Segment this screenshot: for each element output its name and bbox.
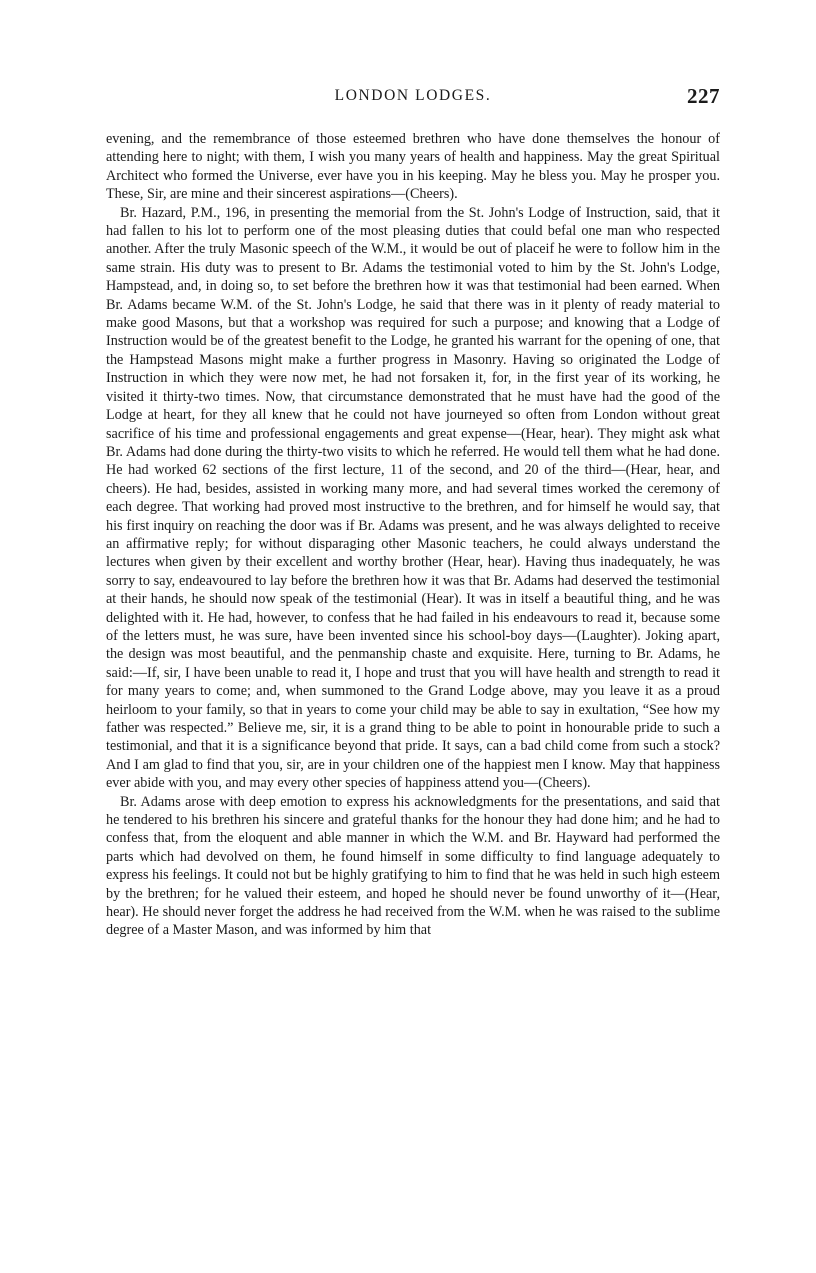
running-head xyxy=(106,84,720,108)
body-text xyxy=(106,130,720,940)
running-title: LONDON LODGES. xyxy=(334,87,492,104)
paragraph-hazard-speech: Br. Hazard, P.M., 196, in presenting the memorial from the St. John's Lodge of Instruction, said, that it had fallen to his lot to perform one of the most pleasing duties that could befal one man who respected another. After the truly Masonic speech of the W.M., it would be out of placeif he were to follow him in the same strain. His duty was to present to Br. Adams the testimonial voted to him by the St. John's Lodge, Hampstead, and, in doing so, to set before the brethren how it was that testimonial had been earned. When Br. Adams became W.M. of the St. John's Lodge, he said that there was in it plenty of ready material to make good Masons, but that a workshop was required for such a purpose; and knowing that a Lodge of Instruction would be of the greatest benefit to the Lodge, he granted his warrant for the opening of one, that the Hampstead Masons might make a further progress in Masonry. Having so originated the Lodge of Instruction in which they were now met, he had not forsaken it, for, in the first year of its working, he visited it thirty-two times. Now, that circumstance demonstrated that he must have had the good of the Lodge at heart, for they all knew that he could not have journeyed so often from London without great sacrifice of his time and professional engagements and great expense—(Hear, hear). They might ask what Br. Adams had done during the thirty-two visits to which he referred. He would tell them what he had done. He had worked 62 sections of the first lecture, 11 of the second, and 20 of the third—(Hear, hear, and cheers). He had, besides, assisted in working many more, and had several times worked the ceremony of each degree. That working had proved most instructive to the brethren, and for himself he would say, that his first inquiry on reaching the door was if Br. Adams was present, and he was always delighted to receive an affirmative reply; for without disparaging other Masonic teachers, he could always understand the lectures when given by their excellent and worthy brother (Hear, hear). Having thus inadequately, he was sorry to say, endeavoured to lay before the brethren how it was that Br. Adams had deserved the testimonial at their hands, he should now speak of the testimonial (Hear). It was in itself a beautiful thing, and he was delighted with it. He had, however, to confess that he had failed in his endeavours to read it, because some of the letters must, he was sure, have been invented since his school-boy days—(Laughter). Joking apart, the design was most beautiful, and the penmanship chaste and exquisite. Here, turning to Br. Adams, he said:—If, sir, I have been unable to read it, I hope and trust that you will have health and strength to read it for many years to come; and, when summoned to the Grand Lodge above, may you leave it as a proud heirloom to your family, so that in years to come your child may be able to say in exultation, “See how my father was respected.” Believe me, sir, it is a grand thing to be able to point in honourable pride to such a testimonial, and that it is a significance beyond that pride. It says, can a bad child come from such a stock? And I am glad to find that you, sir, are in your children one of the happiest men I know. May that happiness ever abide with you, and may every other species of happiness attend you—(Cheers). xyxy=(106,204,720,792)
paragraph-continued: evening, and the remembrance of those esteemed brethren who have done themselves the honour of attending here to night; with them, I wish you many years of health and happiness. May the great Spiritual Architect who formed the Universe, ever have you in his keeping. May he bless you. May he prosper you. These, Sir, are mine and their sincerest aspirations—(Cheers). xyxy=(106,131,720,203)
page-number: 227 xyxy=(687,84,720,108)
paragraph-adams-reply: Br. Adams arose with deep emotion to express his acknowledgments for the presentations, and said that he tendered to his brethren his sincere and grateful thanks for the honour they had done him; and he had to confess that, from the eloquent and able manner in which the W.M. and Br. Hayward had performed the parts which had devolved on them, he found himself in some difficulty to find language adequately to express his feelings. It could not but be highly gratifying to him to find that he was held in such high esteem by the brethren; for he valued their esteem, and hoped he should never be found unworthy of it—(Hear, hear). He should never forget the address he had received from the W.M. when he was raised to the sublime degree of a Master Mason, and was informed by him that xyxy=(106,793,720,939)
